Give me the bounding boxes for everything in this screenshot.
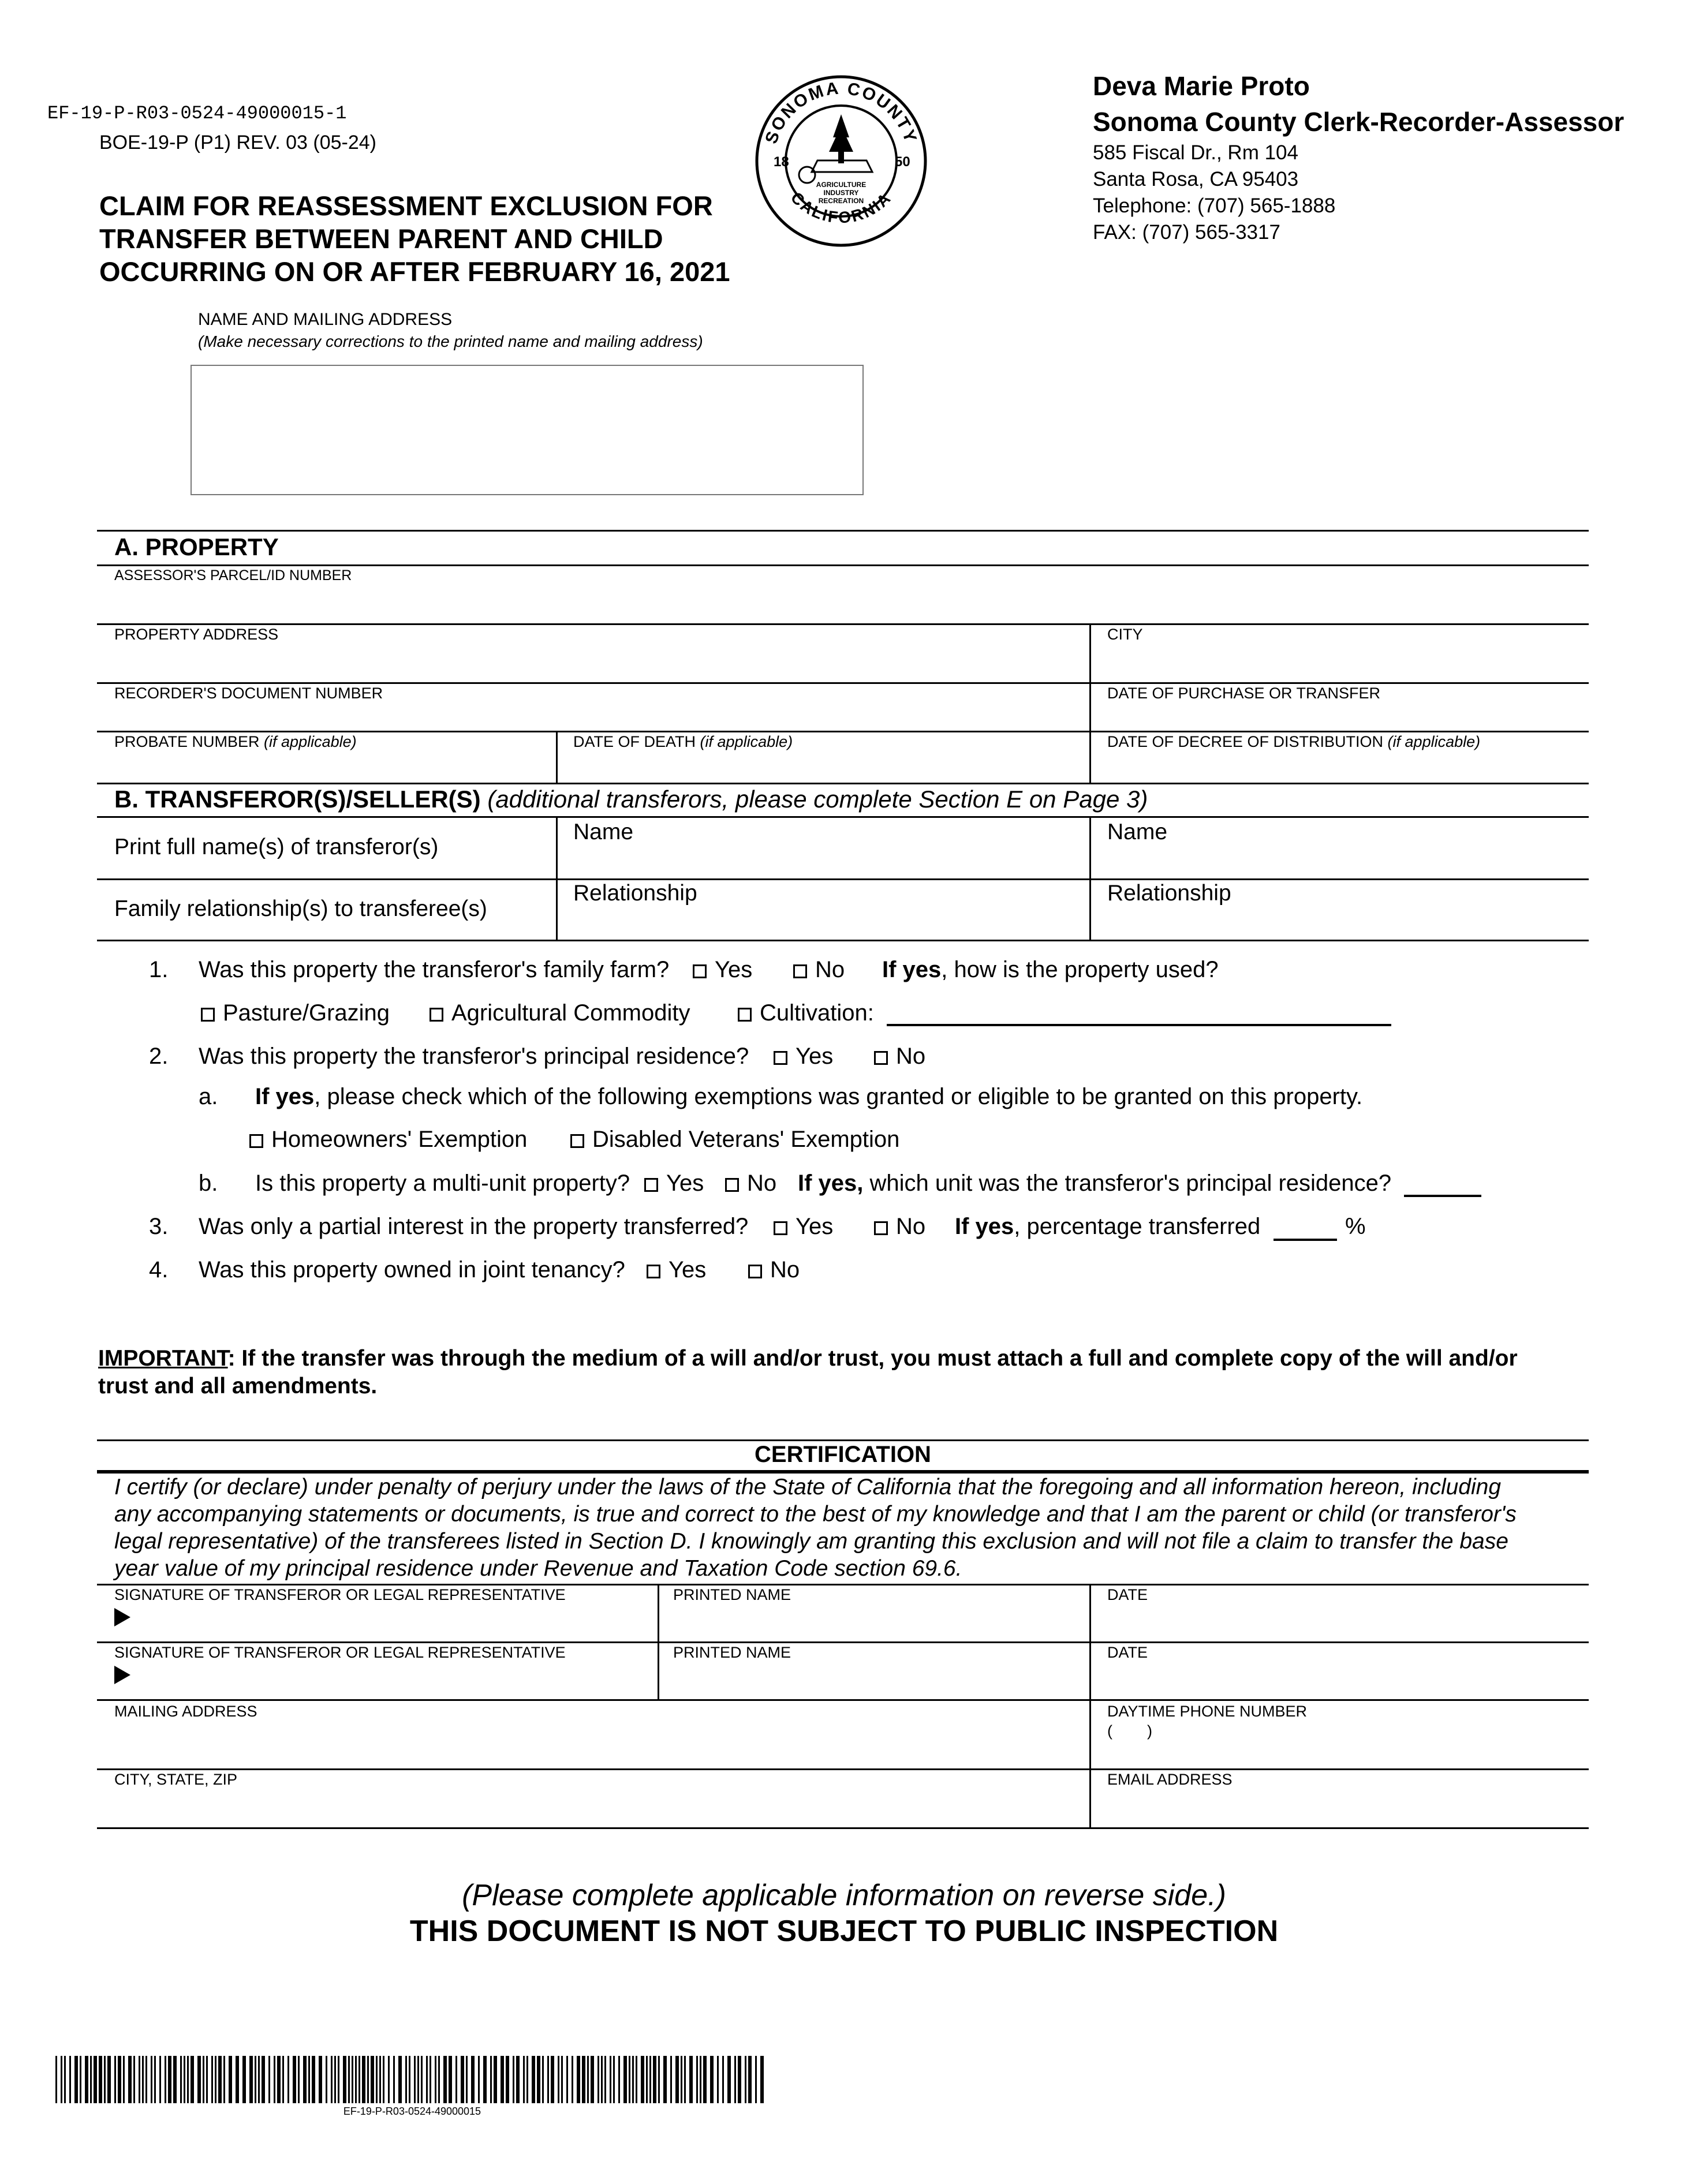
date-field-2[interactable]: [1092, 1661, 1587, 1697]
office-dept: Sonoma County Clerk-Recorder-Assessor: [1093, 107, 1624, 137]
property-address-label: PROPERTY ADDRESS: [114, 626, 279, 643]
form-title: [99, 189, 730, 288]
option-label: No: [770, 1257, 800, 1282]
rule: [97, 682, 1589, 684]
form-revision: BOE-19-P (P1) REV. 03 (05-24): [99, 132, 377, 154]
signature-label: SIGNATURE OF TRANSFEROR OR LEGAL REPRESENTATIVE: [114, 1586, 566, 1603]
option-label: Agricultural Commodity: [451, 1000, 690, 1026]
checkbox-icon[interactable]: [874, 1051, 888, 1065]
checkbox-icon[interactable]: [693, 964, 707, 978]
seal-motto: AGRICULTURE: [816, 181, 867, 189]
certification-line: year value of my principal residence under Revenue and Taxation Code section 69.6.: [114, 1556, 962, 1581]
checkbox-icon[interactable]: [647, 1265, 660, 1278]
q1-number: 1.: [149, 957, 169, 982]
phone-area-code[interactable]: ( ): [1107, 1722, 1152, 1740]
relationship-label: Family relationship(s) to transferee(s): [114, 896, 487, 921]
option-label: Cultivation:: [760, 1000, 874, 1026]
checkbox-icon[interactable]: [249, 1134, 263, 1148]
city-label: CITY: [1107, 626, 1143, 643]
checkbox-icon[interactable]: [874, 1221, 888, 1235]
name-col-label: Name: [1107, 820, 1168, 844]
option-label: Yes: [796, 1044, 834, 1069]
rule: [97, 530, 1589, 532]
option-label: No: [815, 957, 845, 982]
q1-pasture-option[interactable]: [201, 1000, 390, 1026]
q2b-number: b.: [199, 1170, 218, 1196]
office-address-line: 585 Fiscal Dr., Rm 104: [1093, 141, 1298, 164]
form-code: EF-19-P-R03-0524-49000015-1: [47, 103, 347, 124]
q1-if-yes: [882, 957, 1219, 983]
q2b-no-option[interactable]: [725, 1170, 776, 1196]
cert-mailing-field[interactable]: [99, 1720, 1089, 1766]
q1-text: Was this property the transferor's family farm?: [199, 957, 670, 982]
q2a-number: a.: [199, 1084, 218, 1109]
q1-agricultural-option[interactable]: [430, 1000, 690, 1026]
relationship-col-label: Relationship: [573, 881, 697, 906]
divider: [1089, 1584, 1091, 1829]
decree-date-field[interactable]: [1092, 749, 1587, 781]
checkbox-icon[interactable]: [644, 1178, 658, 1192]
relationship-field-2[interactable]: [1092, 908, 1587, 937]
rule: [97, 816, 1589, 818]
decree-date-label-text: DATE OF DECREE OF DISTRIBUTION: [1107, 733, 1384, 750]
office-address-line: Santa Rosa, CA 95403: [1093, 168, 1299, 190]
mailing-label: NAME AND MAILING ADDRESS: [198, 310, 453, 329]
seal-bottom-text: CALIFORNIA: [787, 188, 895, 227]
printed-name-label: PRINTED NAME: [673, 1644, 791, 1661]
important-line: : If the transfer was through the medium of a will and/or trust, you must attach a full and complete copy of the will and/or: [227, 1346, 1518, 1371]
decree-date-label: [1107, 733, 1480, 751]
if-yes-label: If yes,: [798, 1170, 864, 1196]
certification-line: legal representative) of the transferees listed in Section D. I knowingly am granting this exclusion and will not file a claim to transfer the base: [114, 1529, 1508, 1554]
q4-number: 4.: [149, 1257, 169, 1282]
q3-text: Was only a partial interest in the property transferred?: [199, 1214, 749, 1239]
option-label: Homeowners' Exemption: [271, 1127, 528, 1152]
if-yes-label: If yes: [955, 1214, 1014, 1239]
q1-no-option[interactable]: [793, 957, 845, 983]
probate-note: (if applicable): [264, 733, 357, 750]
section-b-note: (additional transferors, please complete Section E on Page 3): [487, 786, 1148, 813]
section-b-heading: [114, 786, 1148, 813]
q2-no-option[interactable]: [874, 1044, 925, 1069]
q2-yes-option[interactable]: [774, 1044, 833, 1069]
q1-cultivation-option[interactable]: [738, 1000, 874, 1026]
q4-yes-option[interactable]: [647, 1257, 706, 1283]
q1-if-yes-text: , how is the property used?: [941, 957, 1219, 982]
parcel-field[interactable]: [99, 583, 1587, 622]
printed-name-field-2[interactable]: [660, 1661, 1089, 1697]
option-label: No: [747, 1170, 777, 1196]
date-purchase-label: DATE OF PURCHASE OR TRANSFER: [1107, 685, 1381, 702]
printed-name-label: PRINTED NAME: [673, 1586, 791, 1603]
office-name: Deva Marie Proto: [1093, 71, 1310, 101]
important-line: trust and all amendments.: [98, 1374, 378, 1398]
rule: [97, 1768, 1589, 1770]
death-date-field[interactable]: [558, 749, 1089, 781]
death-date-label: [573, 733, 793, 751]
important-label: IMPORTANT: [98, 1346, 228, 1371]
barcode-text: EF-19-P-R03-0524-49000015: [343, 2106, 481, 2117]
rule: [97, 1439, 1589, 1441]
transferor-names-label: Print full name(s) of transferor(s): [114, 835, 439, 859]
divider: [556, 731, 558, 783]
date-label: DATE: [1107, 1644, 1148, 1661]
principal-unit-field[interactable]: [1404, 1177, 1481, 1197]
form-title-line: TRANSFER BETWEEN PARENT AND CHILD: [99, 223, 663, 254]
checkbox-icon[interactable]: [774, 1221, 787, 1235]
option-label: Yes: [796, 1214, 834, 1239]
certification-line: I certify (or declare) under penalty of perjury under the laws of the State of California that the foregoing and all information hereon, including: [114, 1475, 1502, 1499]
signature-label: SIGNATURE OF TRANSFEROR OR LEGAL REPRESENTATIVE: [114, 1644, 566, 1661]
phone-label: DAYTIME PHONE NUMBER: [1107, 1703, 1308, 1720]
q3-yes-option[interactable]: [774, 1214, 833, 1240]
q2b-rest-text: which unit was the transferor's principal residence?: [869, 1170, 1392, 1196]
office-block: [1093, 68, 1624, 246]
rule: [97, 1699, 1589, 1701]
arrow-right-icon: [114, 1666, 130, 1684]
percentage-field[interactable]: [1274, 1221, 1337, 1241]
rule: [97, 731, 1589, 732]
county-seal-icon: [754, 74, 928, 248]
checkbox-icon[interactable]: [774, 1051, 787, 1065]
certification-line: any accompanying statements or documents, is true and correct to the best of my knowledge and that I am the parent or child (or transferor's: [114, 1502, 1517, 1527]
rule: [97, 1584, 1589, 1585]
mailing-note: (Make necessary corrections to the printed name and mailing address): [198, 332, 703, 350]
divider: [1089, 816, 1091, 940]
seal-top-text: SONOMA COUNTY: [761, 78, 921, 147]
important-notice: [98, 1345, 1518, 1400]
q3-no-option[interactable]: [874, 1214, 925, 1240]
certification-text: [114, 1474, 1517, 1582]
option-label: Disabled Veterans' Exemption: [592, 1127, 900, 1152]
q4-text: Was this property owned in joint tenancy?: [199, 1257, 625, 1282]
recorder-doc-field[interactable]: [99, 701, 1089, 730]
mailing-address-box[interactable]: [191, 365, 864, 495]
rule: [97, 564, 1589, 566]
seal-motto: INDUSTRY: [823, 189, 859, 197]
property-address-field[interactable]: [99, 642, 1089, 681]
decree-date-note: (if applicable): [1387, 733, 1481, 750]
relationship-field-1[interactable]: [558, 908, 1089, 937]
option-label: Yes: [666, 1170, 704, 1196]
date-purchase-field[interactable]: [1092, 701, 1587, 730]
disabled-veterans-option[interactable]: [570, 1127, 899, 1153]
section-a-heading: A. PROPERTY: [114, 533, 279, 560]
public-inspection-notice: THIS DOCUMENT IS NOT SUBJECT TO PUBLIC INSPECTION: [409, 1914, 1279, 1948]
form-title-line: CLAIM FOR REASSESSMENT EXCLUSION FOR: [99, 190, 713, 221]
rule: [97, 783, 1589, 784]
cultivation-field[interactable]: [887, 1007, 1391, 1026]
q1-yes-option[interactable]: [693, 957, 752, 983]
percent-sign: %: [1345, 1214, 1366, 1239]
cert-city-field[interactable]: [99, 1788, 1089, 1825]
death-date-note: (if applicable): [700, 733, 793, 750]
q2b-if-yes: [798, 1170, 1391, 1196]
q2-text: Was this property the transferor's principal residence?: [199, 1044, 749, 1069]
option-label: Pasture/Grazing: [223, 1000, 390, 1026]
office-phone: Telephone: (707) 565-1888: [1093, 195, 1336, 217]
office-fax: FAX: (707) 565-3317: [1093, 221, 1280, 244]
q2a-text: [255, 1084, 1362, 1110]
q3-rest-text: , percentage transferred: [1014, 1214, 1261, 1239]
city-field[interactable]: [1092, 642, 1587, 681]
divider: [556, 816, 558, 940]
email-label: EMAIL ADDRESS: [1107, 1771, 1233, 1788]
section-b-title: B. TRANSFEROR(S)/SELLER(S): [114, 786, 481, 813]
seal-motto: RECREATION: [818, 197, 864, 205]
barcode-icon: [55, 2056, 769, 2103]
transferor-name-field-2[interactable]: [1092, 848, 1587, 877]
checkbox-icon[interactable]: [725, 1178, 739, 1192]
option-label: Yes: [715, 957, 753, 982]
seal-year-right: 50: [895, 154, 910, 170]
rule: [97, 1827, 1589, 1829]
checkbox-icon[interactable]: [738, 1008, 752, 1022]
cert-mailing-label: MAILING ADDRESS: [114, 1703, 257, 1720]
probate-label: [114, 733, 357, 751]
rule: [97, 1641, 1589, 1643]
if-yes-label: If yes: [882, 957, 942, 982]
arrow-right-icon: [114, 1608, 130, 1626]
q4-no-option[interactable]: [748, 1257, 800, 1283]
rule: [97, 878, 1589, 880]
name-col-label: Name: [573, 820, 634, 844]
homeowners-exemption-option[interactable]: [249, 1127, 527, 1153]
probate-field[interactable]: [99, 749, 555, 781]
death-date-label-text: DATE OF DEATH: [573, 733, 696, 750]
option-label: Yes: [669, 1257, 707, 1282]
option-label: No: [896, 1214, 926, 1239]
certification-heading: CERTIFICATION: [755, 1442, 931, 1467]
checkbox-icon[interactable]: [570, 1134, 584, 1148]
q2a-text-rest: , please check which of the following exemptions was granted or eligible to be granted on this property.: [314, 1084, 1363, 1109]
signature-field-1[interactable]: [136, 1603, 653, 1639]
q2b-yes-option[interactable]: [644, 1170, 704, 1196]
parcel-label: ASSESSOR'S PARCEL/ID NUMBER: [114, 567, 352, 584]
signature-field-2[interactable]: [136, 1661, 653, 1697]
checkbox-icon[interactable]: [201, 1008, 215, 1022]
q2b-text: Is this property a multi-unit property?: [255, 1170, 630, 1196]
q3-if-yes: [955, 1214, 1260, 1240]
checkbox-icon[interactable]: [748, 1265, 762, 1278]
rule: [97, 940, 1589, 941]
relationship-col-label: Relationship: [1107, 881, 1231, 906]
transferor-name-field-1[interactable]: [558, 848, 1089, 877]
form-title-line: OCCURRING ON OR AFTER FEBRUARY 16, 2021: [99, 256, 730, 287]
seal-year-left: 18: [774, 154, 789, 170]
divider: [658, 1584, 659, 1699]
date-field-1[interactable]: [1092, 1603, 1587, 1639]
q3-number: 3.: [149, 1214, 169, 1239]
reverse-side-note: (Please complete applicable information on reverse side.): [462, 1879, 1226, 1912]
q2-number: 2.: [149, 1044, 169, 1069]
cert-city-label: CITY, STATE, ZIP: [114, 1771, 238, 1788]
recorder-doc-label: RECORDER'S DOCUMENT NUMBER: [114, 685, 383, 702]
checkbox-icon[interactable]: [793, 964, 807, 978]
divider: [1089, 623, 1091, 783]
email-field[interactable]: [1092, 1788, 1587, 1825]
rule: [97, 623, 1589, 625]
printed-name-field-1[interactable]: [660, 1603, 1089, 1639]
if-yes-label: If yes: [255, 1084, 315, 1109]
date-label: DATE: [1107, 1586, 1148, 1603]
probate-label-text: PROBATE NUMBER: [114, 733, 260, 750]
option-label: No: [896, 1044, 926, 1069]
checkbox-icon[interactable]: [430, 1008, 443, 1022]
